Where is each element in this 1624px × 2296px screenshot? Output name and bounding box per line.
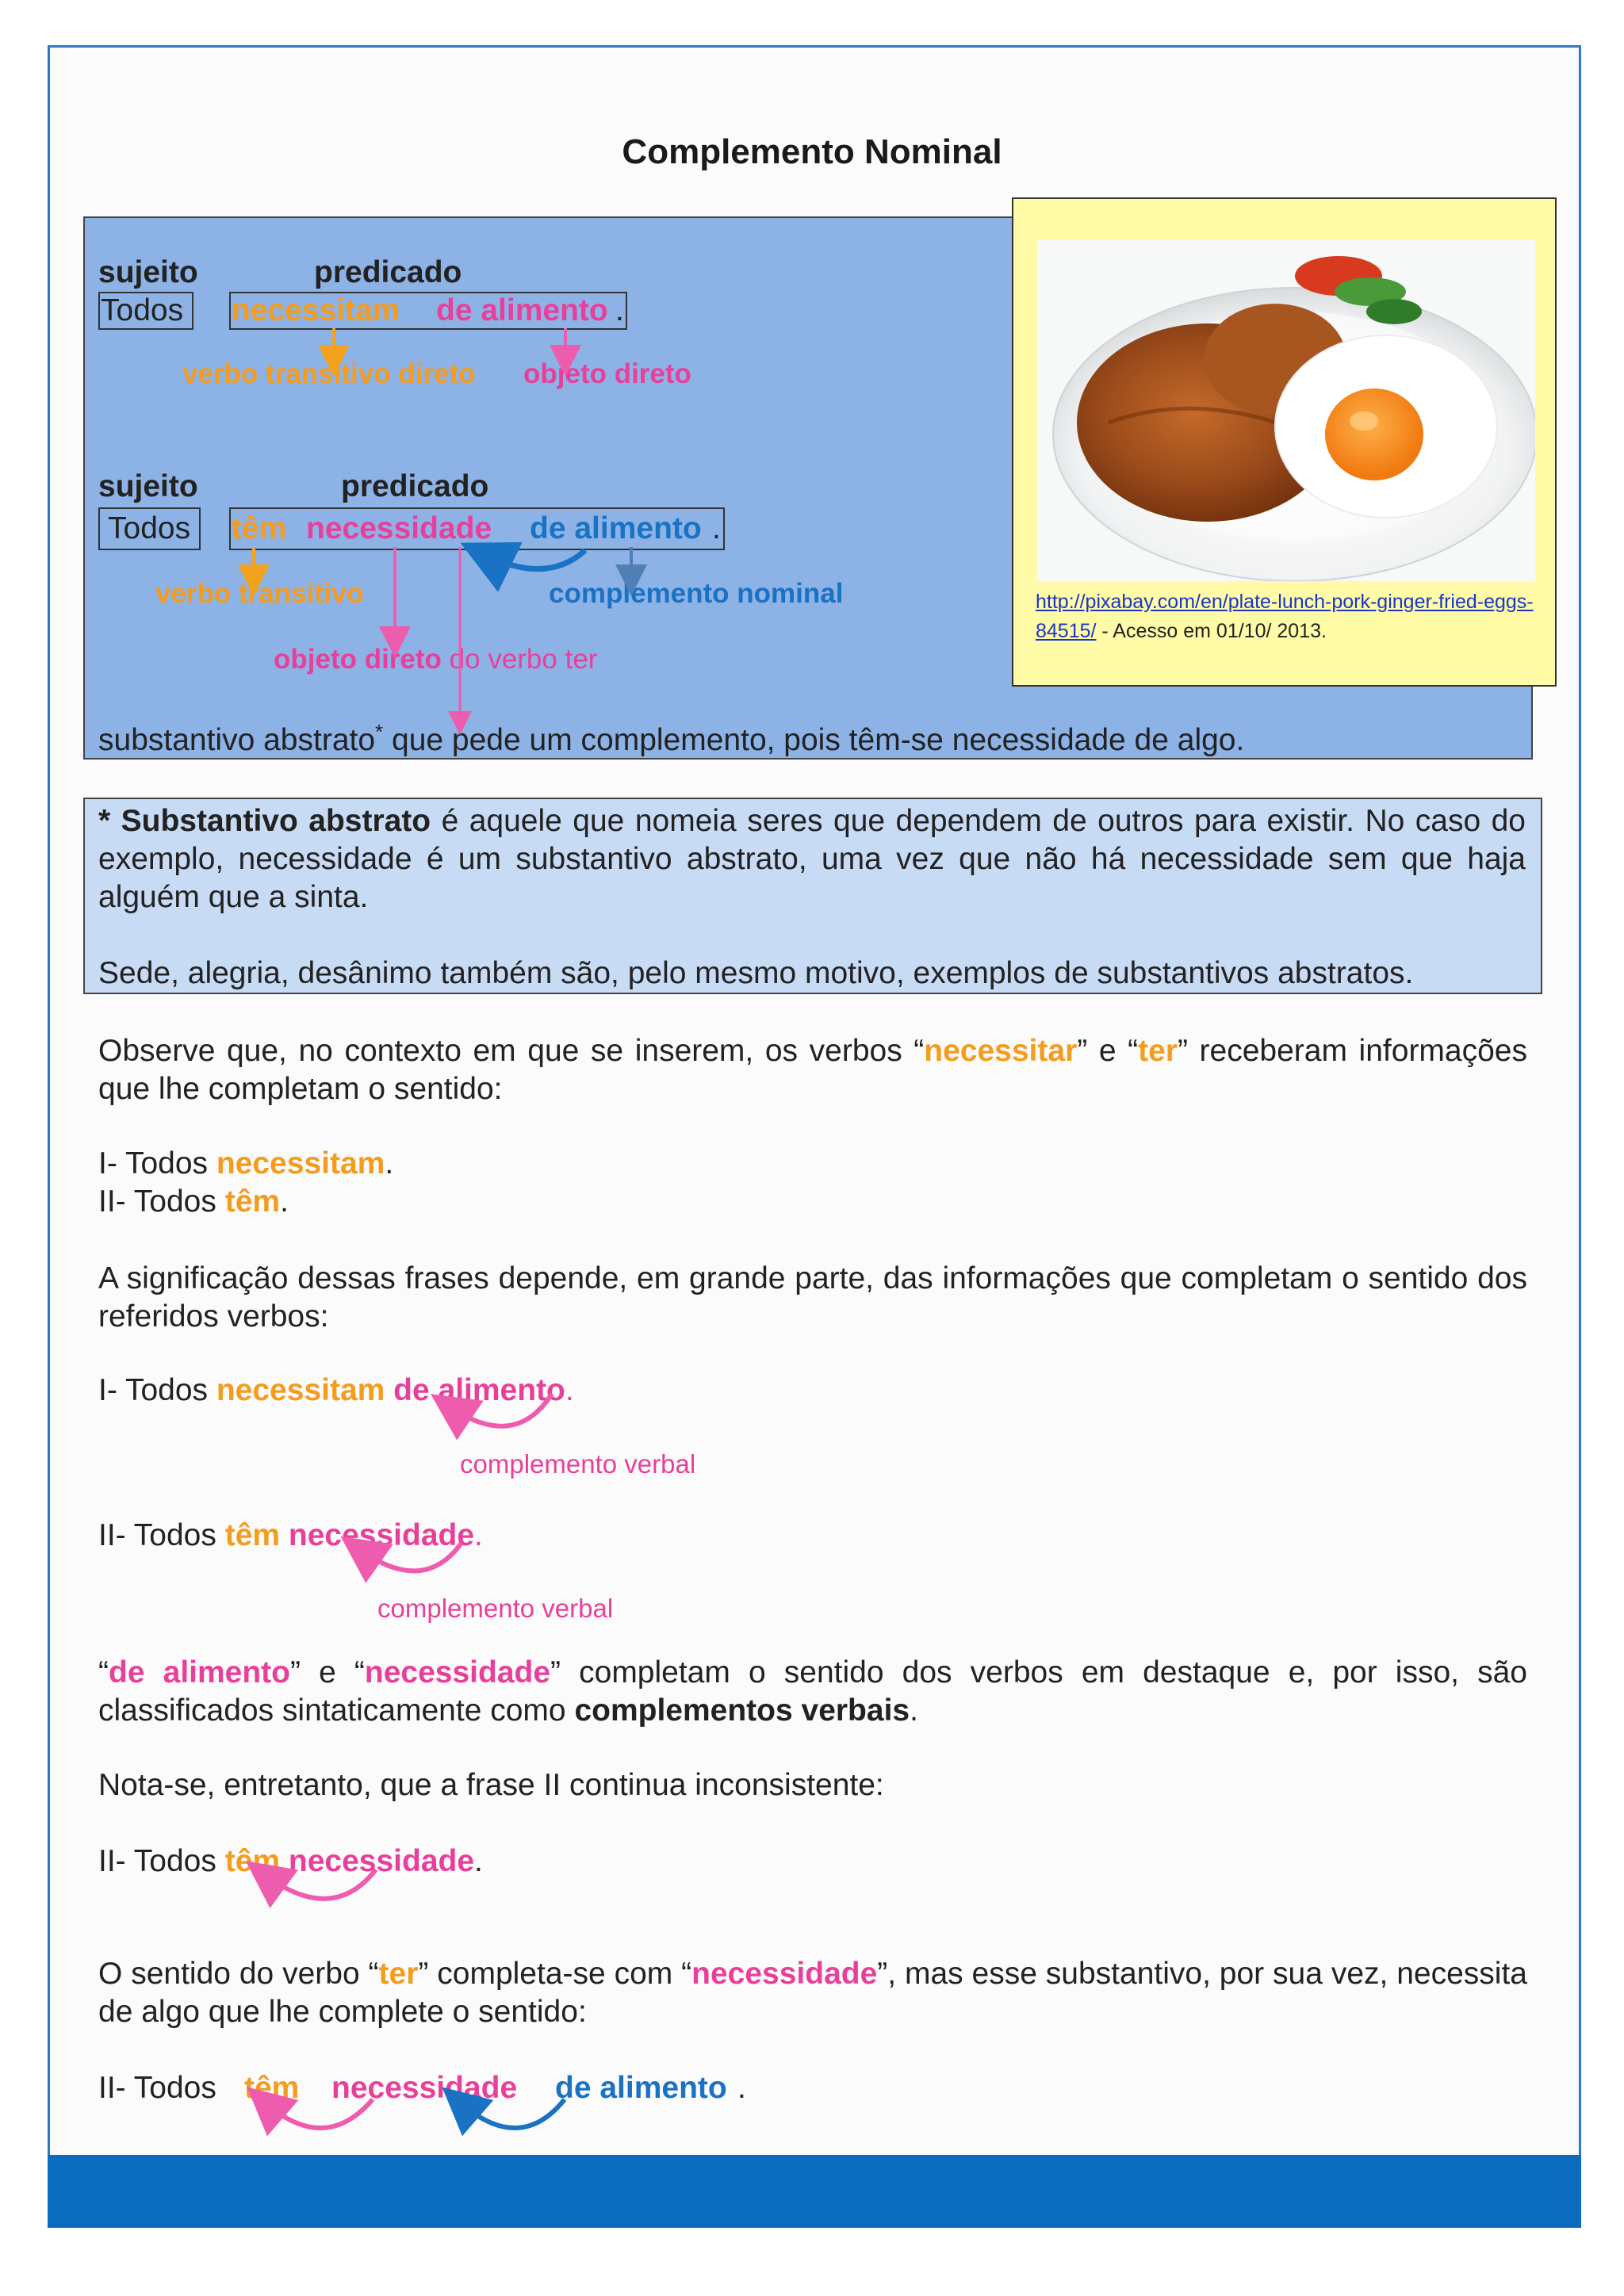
object-dealimento-1: de alimento [436, 293, 608, 327]
example-ii-complemento: II- Todos têm necessidade. [98, 1518, 483, 1552]
arc-complemento-verbal-1 [450, 1394, 552, 1426]
paragraph-completam: “de alimento” e “necessidade” completam o sentido dos verbos em destaque e, por isso, são classificados sintaticamente como complementos verbais. [98, 1655, 1527, 1728]
label-objeto-direto: objeto direto [523, 358, 691, 389]
arc-complement-nominal [485, 550, 585, 569]
subject-todos-1: Todos [101, 293, 184, 327]
arc-final-verbal [265, 2099, 373, 2128]
note-paragraph-2: Sede, alegria, desânimo também são, pelo mesmo motivo, exemplos de substantivos abstratos. [98, 956, 1414, 990]
label-verbo-transitivo-direto: verbo transitivo direto [182, 358, 476, 389]
label-sujeito-1: sujeito [98, 255, 198, 289]
paragraph-observe: Observe que, no contexto em que se inserem, os verbos “necessitar” e “ter” receberam informações que lhe completam o sentido: [98, 1034, 1527, 1106]
label-sujeito-2: sujeito [98, 469, 198, 503]
subject-todos-2: Todos [108, 511, 191, 545]
example-ii-final-complement: de alimento [555, 2071, 727, 2105]
paragraph-sentido-ter: O sentido do verbo “ter” completa-se com “necessidade”, mas esse substantivo, por sua vez, necessita de algo que lhe complete o sentido: [98, 1957, 1527, 2029]
label-verbo-transitivo: verbo transitivo [155, 578, 364, 609]
arc-inconsistente [265, 1869, 376, 1899]
example-ii-inconsistente: II- Todos têm necessidade. [98, 1844, 483, 1878]
example-i-complemento: I- Todos necessitam de alimento. [98, 1373, 574, 1407]
label-complemento-nominal: complemento nominal [549, 578, 844, 609]
example-i-necessitam: I- Todos necessitam. [98, 1146, 394, 1181]
example-ii-final-verb: têm [244, 2071, 300, 2105]
arc-complemento-verbal-2 [360, 1543, 462, 1571]
note-paragraph-1: * Substantivo abstrato é aquele que nomeia seres que dependem de outros para existir. No caso do exemplo, necessidade é um substantivo abstrato, uma vez que não há necessidade sem que haja alguém que a sinta. [98, 804, 1526, 914]
label-predicado-1: predicado [314, 255, 462, 289]
example-ii-tem: II- Todos têm. [98, 1184, 289, 1219]
label-complemento-verbal-2: complemento verbal [377, 1594, 614, 1623]
label-predicado-2: predicado [341, 469, 489, 503]
verb-necessitam-1: necessitam [232, 293, 400, 327]
photo-credit: http://pixabay.com/en/plate-lunch-pork-ginger-fried-eggs-84515/ - Acesso em 01/10/ 2013. [1036, 591, 1534, 642]
label-objeto-direto-do-verbo-ter: objeto direto do verbo ter [274, 644, 598, 675]
photo-source-link[interactable]: http://pixabay.com/en/plate-lunch-pork-ginger-fried-eggs-84515/ [1036, 591, 1534, 642]
example-ii-final-period: . [737, 2071, 746, 2105]
label-complemento-verbal-1: complemento verbal [460, 1449, 696, 1479]
verb-tem-2: têm [232, 511, 287, 545]
paragraph-significacao: A significação dessas frases depende, em grande parte, das informações que completam o sentido dos referidos verbos: [98, 1261, 1527, 1334]
complement-dealimento-2: de alimento [530, 511, 702, 545]
period-1: . [615, 293, 624, 327]
arc-final-nominal [460, 2099, 565, 2128]
noun-necessidade-2: necessidade [306, 511, 492, 545]
period-2: . [712, 511, 721, 545]
paragraph-nota-se: Nota-se, entretanto, que a frase II continua inconsistente: [98, 1768, 884, 1802]
page-title: Complemento Nominal [622, 132, 1002, 171]
abstract-noun-line: substantivo abstrato* que pede um complemento, pois têm-se necessidade de algo. [98, 720, 1245, 757]
example-ii-final-noun: necessidade [331, 2071, 518, 2105]
example-ii-final-lead: II- Todos [98, 2071, 216, 2105]
